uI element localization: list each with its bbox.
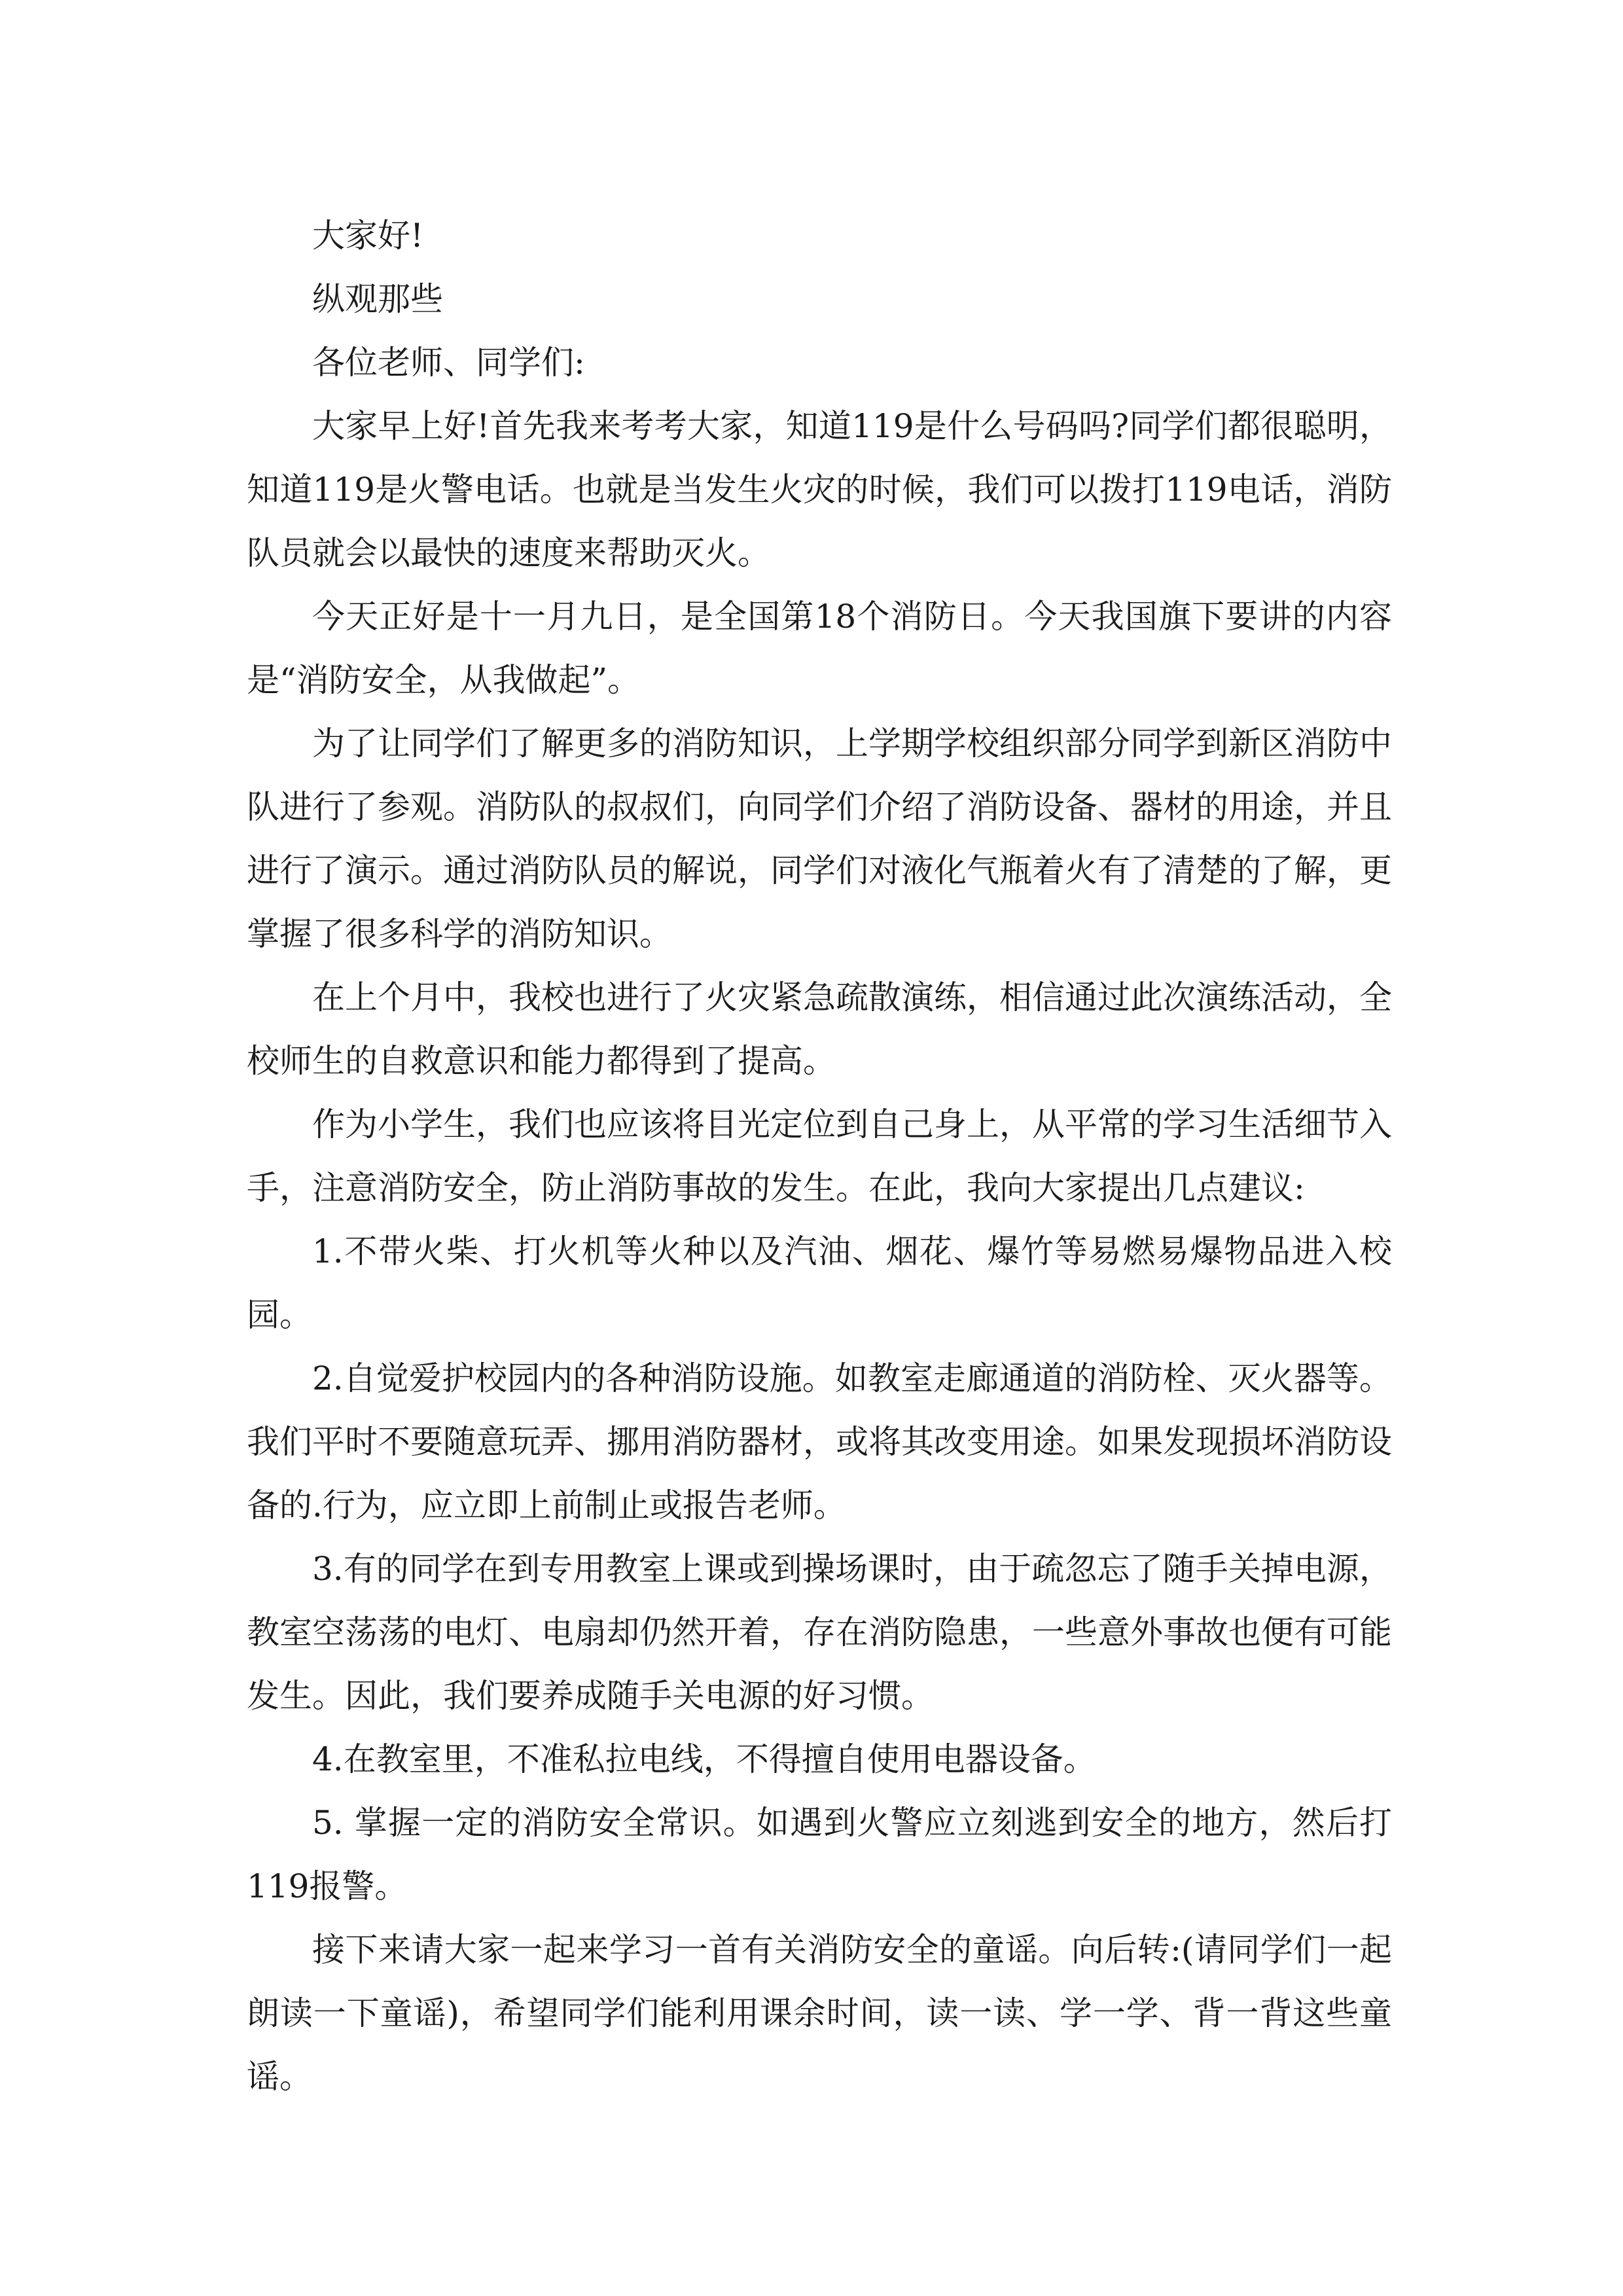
paragraph: 今天正好是十一月九日，是全国第18个消防日。今天我国旗下要讲的内容是“消防安全，从我做起”。 xyxy=(247,598,1392,699)
list-item: 2.自觉爱护校园内的各种消防设施。如教室走廊通道的消防栓、灭火器等。我们平时不要随意玩弄、挪用消防器材，或将其改变用途。如果发现损坏消防设备的.行为，应立即上前制止或报告老师。 xyxy=(247,1359,1392,1524)
paragraph: 大家早上好!首先我来考考大家，知道119是什么号码吗?同学们都很聪明，知道119是火警电话。也就是当发生火灾的时候，我们可以拨打119电话，消防队员就会以最快的速度来帮助灭火。 xyxy=(247,407,1392,572)
paragraph-salutation: 各位老师、同学们: xyxy=(312,344,585,382)
paragraph: 为了让同学们了解更多的消防知识，上学期学校组织部分同学到新区消防中队进行了参观。消防队的叔叔们，向同学们介绍了消防设备、器材的用途，并且进行了演示。通过消防队员的解说，同学们对液化气瓶着火有了清楚的了解，更掌握了很多科学的消防知识。 xyxy=(247,725,1392,953)
paragraph: 在上个月中，我校也进行了火灾紧急疏散演练，相信通过此次演练活动，全校师生的自救意识和能力都得到了提高。 xyxy=(247,978,1392,1080)
list-item: 3.有的同学在到专用教室上课或到操场课时，由于疏忽忘了随手关掉电源，教室空荡荡的电灯、电扇却仍然开着，存在消防隐患，一些意外事故也便有可能发生。因此，我们要养成随手关电源的好习惯。 xyxy=(247,1550,1392,1715)
list-item: 1.不带火柴、打火机等火种以及汽油、烟花、爆竹等易燃易爆物品进入校园。 xyxy=(247,1232,1392,1334)
list-item: 4.在教室里，不准私拉电线，不得擅自使用电器设备。 xyxy=(312,1740,1096,1778)
paragraph-greeting: 大家好! xyxy=(312,217,424,255)
document-body xyxy=(247,204,1392,2109)
paragraph-fragment: 纵观那些 xyxy=(312,280,443,318)
list-item: 5. 掌握一定的消防安全常识。如遇到火警应立刻逃到安全的地方，然后打119报警。 xyxy=(247,1804,1392,1905)
paragraph: 接下来请大家一起来学习一首有关消防安全的童谣。向后转:(请同学们一起朗读一下童谣)，希望同学们能利用课余时间，读一读、学一学、背一背这些童谣。 xyxy=(247,1931,1392,2096)
paragraph: 作为小学生，我们也应该将目光定位到自己身上，从平常的学习生活细节入手，注意消防安全，防止消防事故的发生。在此，我向大家提出几点建议: xyxy=(247,1105,1392,1207)
